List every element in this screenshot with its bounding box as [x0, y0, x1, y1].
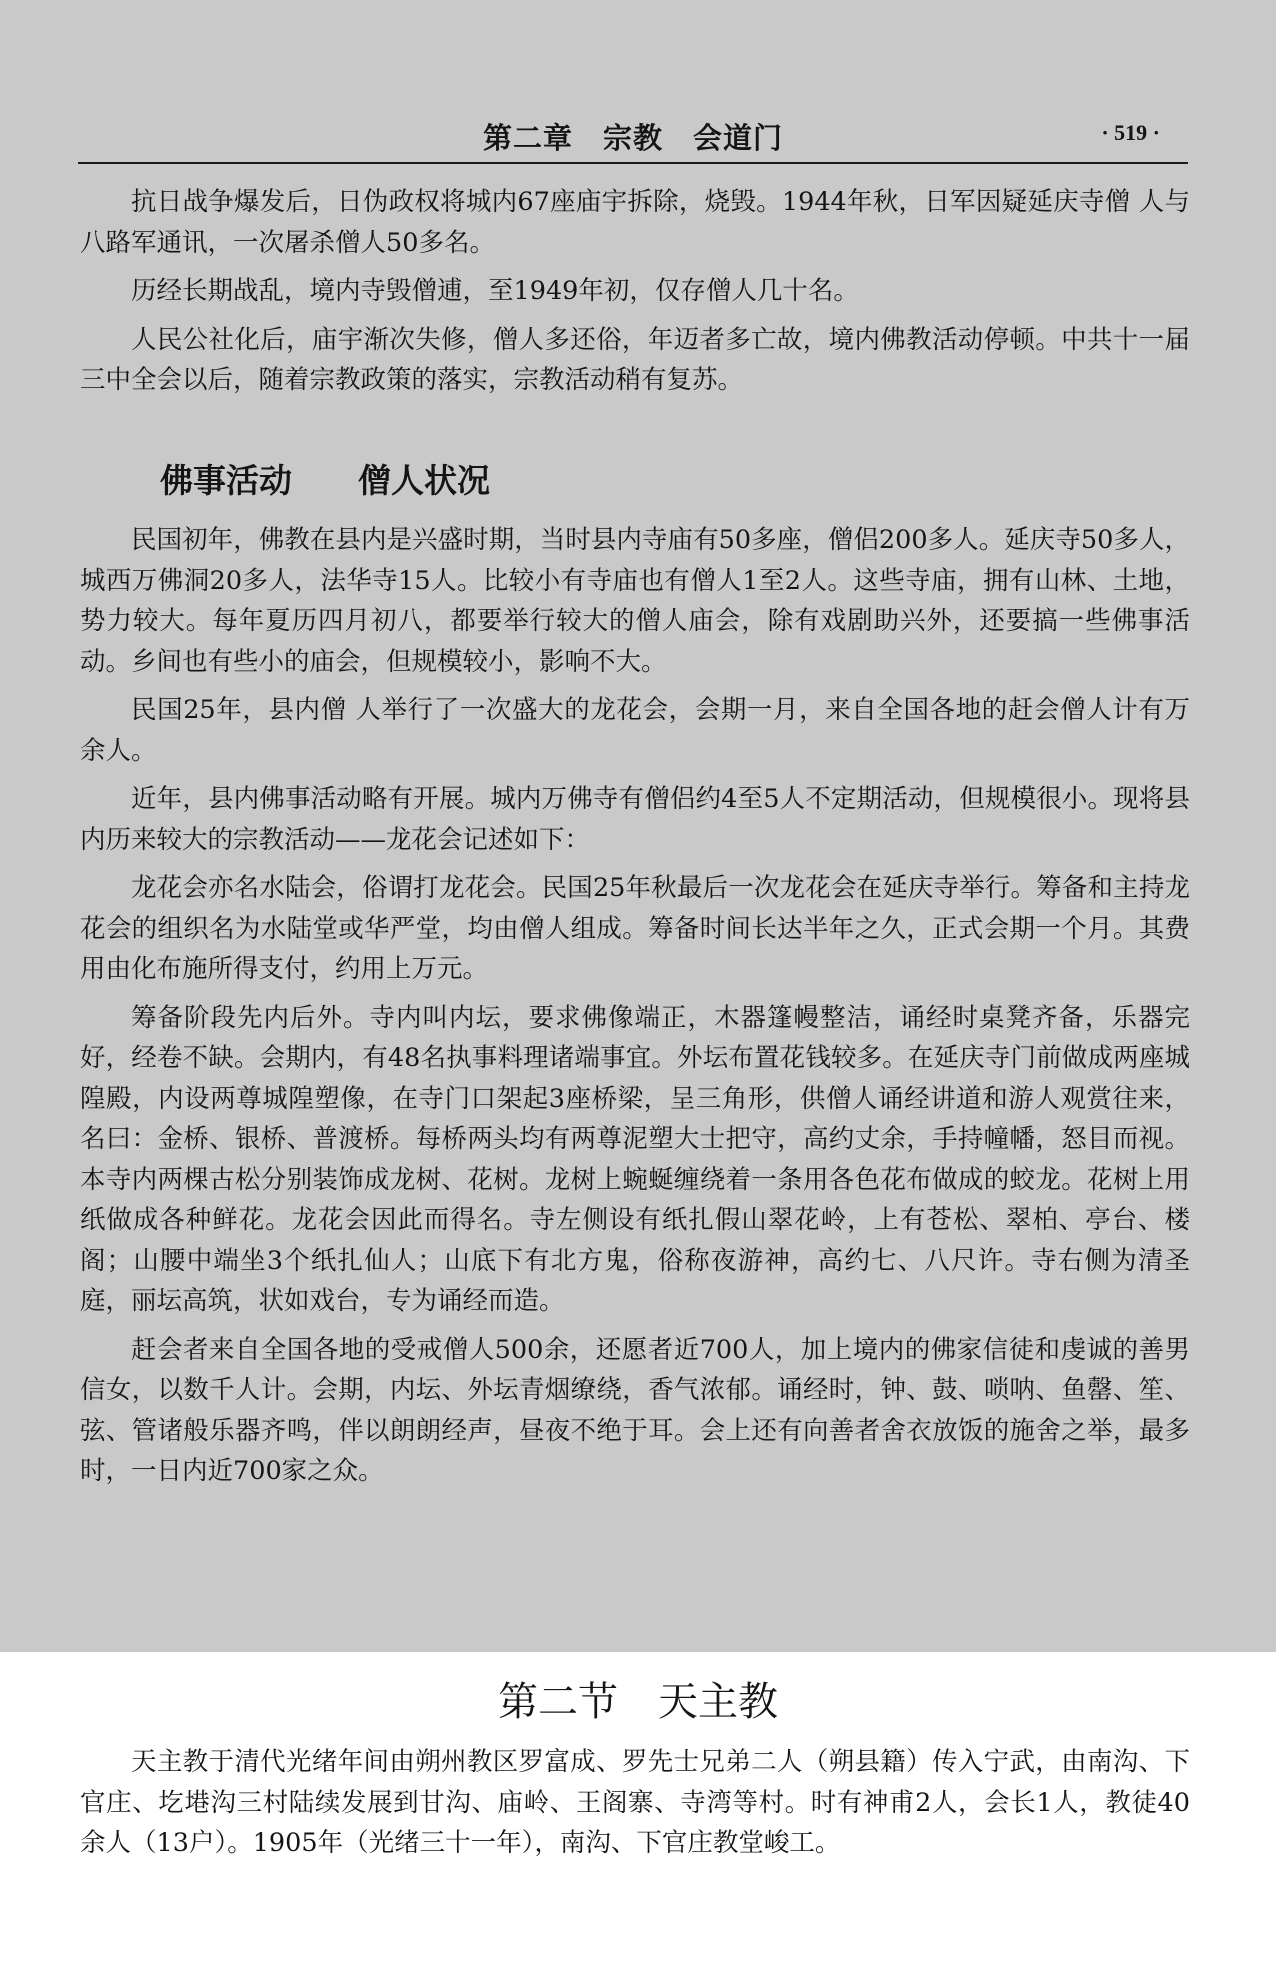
paragraph: 筹备阶段先内后外。寺内叫内坛，要求佛像端正，木器篷幔整洁，诵经时桌凳齐备，乐器完好，经卷不缺。会期内，有48名执事料理诸端事宜。外坛布置花钱较多。在延庆寺门前做成两座城隍殿，内设两尊城隍塑像，在寺门口架起3座桥梁，呈三角形，供僧人诵经讲道和游人观赏往来，名曰：金桥、银桥、普渡桥。每桥两头均有两尊泥塑大士把守，高约丈余，手持幢幡，怒目而视。本寺内两棵古松分别装饰成龙树、花树。龙树上蜿蜒缠绕着一条用各色花布做成的蛟龙。花树上用纸做成各种鲜花。龙花会因此而得名。寺左侧设有纸扎假山翠花岭，上有苍松、翠柏、亭台、楼阁；山腰中端坐3个纸扎仙人；山底下有北方鬼，俗称夜游神，高约七、八尺许。寺右侧为清圣庭，丽坛高筑，状如戏台，专为诵经而造。 — [80, 1002, 1190, 1316]
text-block-main — [80, 520, 1190, 1500]
text-block-top — [80, 182, 1190, 409]
paragraph: 龙花会亦名水陆会，俗谓打龙花会。民国25年秋最后一次龙花会在延庆寺举行。筹备和主持龙花会的组织名为水陆堂或华严堂，均由僧人组成。筹备时间长达半年之久，正式会期一个月。其费用由化布施所得支付，约用上万元。 — [80, 873, 1190, 984]
subsection-heading: 佛事活动 僧人状况 — [160, 461, 490, 500]
text-block-bottom — [80, 1742, 1190, 1872]
paragraph: 近年，县内佛事活动略有开展。城内万佛寺有僧侣约4至5人不定期活动，但规模很小。现将县内历来较大的宗教活动——龙花会记述如下： — [80, 784, 1190, 855]
running-header — [78, 112, 1188, 164]
paragraph: 抗日战争爆发后，日伪政权将城内67座庙宇拆除，烧毁。1944年秋，日军因疑延庆寺僧 人与八路军通讯，一次屠杀僧人50多名。 — [80, 187, 1190, 258]
page-number: · 519 · — [1101, 120, 1160, 145]
paragraph: 赶会者来自全国各地的受戒僧人500余，还愿者近700人，加上境内的佛家信徒和虔诚的善男信女，以数千人计。会期，内坛、外坛青烟缭绕，香气浓郁。诵经时，钟、鼓、唢呐、鱼罄、笙、弦、管诸般乐器齐鸣，伴以朗朗经声，昼夜不绝于耳。会上还有向善者舍衣放饭的施舍之举，最多时，一日内近700家之众。 — [80, 1334, 1190, 1486]
paragraph: 民国初年，佛教在县内是兴盛时期，当时县内寺庙有50多座，僧侣200多人。延庆寺50多人，城西万佛洞20多人，法华寺15人。比较小有寺庙也有僧人1至2人。这些寺庙，拥有山林、土地，势力较大。每年夏历四月初八，都要举行较大的僧人庙会，除有戏剧助兴外，还要搞一些佛事活动。乡间也有些小的庙会，但规模较小，影响不大。 — [80, 525, 1190, 677]
chapter-title: 第二章 宗教 会道门 — [482, 121, 783, 155]
section-heading: 第二节 天主教 — [498, 1679, 778, 1725]
paragraph: 天主教于清代光绪年间由朔州教区罗富成、罗先士兄弟二人（朔县籍）传入宁武，由南沟、下官庄、圪塂沟三村陆续发展到甘沟、庙岭、王阁寨、寺湾等村。时有神甫2人，会长1人，教徒40余人（13户）。1905年（光绪三十一年），南沟、下官庄教堂峻工。 — [80, 1747, 1190, 1858]
paragraph: 人民公社化后，庙宇渐次失修，僧人多还俗，年迈者多亡故，境内佛教活动停顿。中共十一届三中全会以后，随着宗教政策的落实，宗教活动稍有复苏。 — [80, 324, 1190, 395]
paragraph: 历经长期战乱，境内寺毁僧逋，至1949年初，仅存僧人几十名。 — [131, 276, 859, 306]
paragraph: 民国25年，县内僧 人举行了一次盛大的龙花会，会期一月，来自全国各地的赶会僧人计有万余人。 — [80, 695, 1190, 766]
